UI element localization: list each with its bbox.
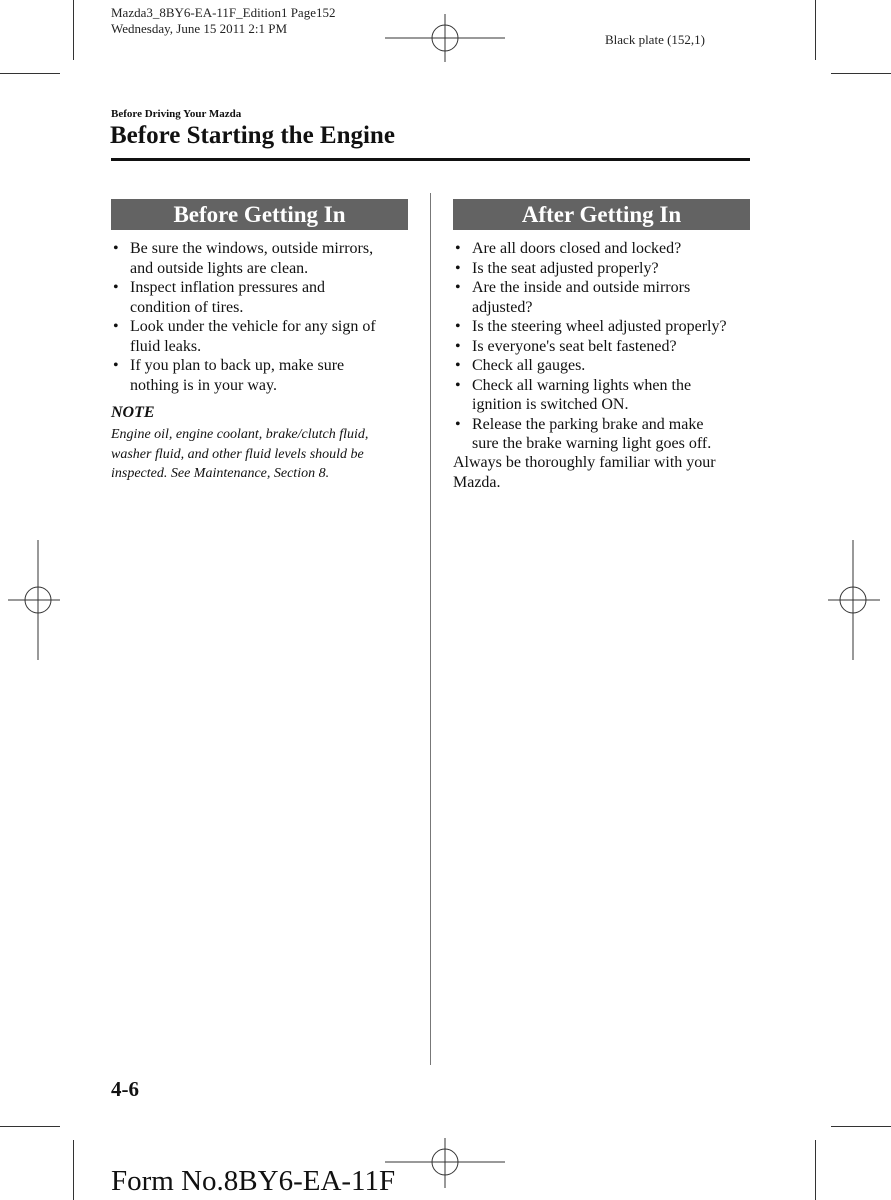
bullet-icon: • xyxy=(113,279,119,296)
form-number: Form No.8BY6-EA-11F xyxy=(111,1165,396,1197)
note-text xyxy=(111,425,411,484)
crop-mark xyxy=(73,0,74,60)
crop-mark xyxy=(831,73,891,74)
list-item-line: Release the parking brake and make xyxy=(472,415,704,433)
list-item-line: Look under the vehicle for any sign of xyxy=(130,318,376,335)
list-item-line: If you plan to back up, make sure xyxy=(130,357,345,374)
closing-paragraph xyxy=(453,453,753,492)
list-item-line: Is the steering wheel adjusted properly? xyxy=(472,318,727,335)
list-item xyxy=(453,317,763,337)
bullet-icon: • xyxy=(455,279,461,296)
crop-mark xyxy=(73,1140,74,1200)
bullet-icon: • xyxy=(455,259,461,277)
page-title: Before Starting the Engine xyxy=(110,122,395,149)
note-line: washer fluid, and other fluid levels should be xyxy=(111,446,364,462)
list-item xyxy=(453,239,763,259)
list-item-line: sure the brake warning light goes off. xyxy=(472,435,712,452)
list-item-line: Check all gauges. xyxy=(472,357,586,374)
bullet-icon: • xyxy=(455,376,461,394)
before-getting-in-banner: Before Getting In xyxy=(111,199,408,230)
closing-line: Always be thoroughly familiar with your xyxy=(453,454,716,471)
list-item xyxy=(453,356,763,376)
list-item-line: Inspect inflation pressures and xyxy=(130,279,326,296)
note-heading: NOTE xyxy=(111,404,155,421)
after-getting-in-banner: After Getting In xyxy=(453,199,750,230)
bullet-icon: • xyxy=(113,240,119,257)
list-item xyxy=(111,278,411,317)
crosshair-circle-icon xyxy=(385,1138,505,1200)
bullet-icon: • xyxy=(455,240,461,257)
list-item xyxy=(453,278,763,317)
list-item-line: Are all doors closed and locked? xyxy=(472,240,682,257)
crop-mark xyxy=(0,1126,60,1127)
list-item-line: adjusted? xyxy=(472,298,533,316)
note-line: inspected. See Maintenance, Section 8. xyxy=(111,466,330,481)
print-slug xyxy=(111,5,335,37)
bullet-icon: • xyxy=(455,337,461,355)
list-item-line: Are the inside and outside mirrors xyxy=(472,279,691,296)
list-item-line: condition of tires. xyxy=(130,298,244,316)
crop-mark xyxy=(831,1126,891,1127)
list-item-line: ignition is switched ON. xyxy=(472,396,629,413)
list-item xyxy=(111,239,411,278)
crop-mark xyxy=(0,73,60,74)
print-slug-file: Mazda3_8BY6-EA-11F_Edition1 Page152 xyxy=(111,5,336,20)
list-item-line: Is the seat adjusted properly? xyxy=(472,259,659,277)
list-item-line: Check all warning lights when the xyxy=(472,376,692,394)
list-item xyxy=(453,337,763,357)
list-item-line: Be sure the windows, outside mirrors, xyxy=(130,240,374,257)
list-item xyxy=(453,259,763,279)
crosshair-circle-icon xyxy=(823,540,883,660)
column-divider xyxy=(430,193,431,1065)
closing-line: Mazda. xyxy=(453,473,501,491)
crosshair-circle-icon xyxy=(385,0,505,80)
page-number: 4-6 xyxy=(111,1077,139,1101)
bullet-icon: • xyxy=(113,318,119,335)
list-item xyxy=(453,376,763,415)
plate-label: Black plate (152,1) xyxy=(605,32,705,47)
section-label: Before Driving Your Mazda xyxy=(111,108,242,120)
list-item-line: fluid leaks. xyxy=(130,337,202,355)
list-item-line: nothing is in your way. xyxy=(130,376,277,394)
bullet-icon: • xyxy=(455,415,461,433)
title-rule xyxy=(111,158,750,161)
list-item xyxy=(111,317,411,356)
bullet-icon: • xyxy=(113,357,119,374)
bullet-icon: • xyxy=(455,357,461,374)
list-item-line: and outside lights are clean. xyxy=(130,259,309,277)
list-item-line: Is everyone's seat belt fastened? xyxy=(472,337,677,355)
list-item xyxy=(111,356,411,395)
print-slug-date: Wednesday, June 15 2011 2:1 PM xyxy=(111,21,288,36)
bullet-icon: • xyxy=(455,318,461,335)
list-item xyxy=(453,415,763,454)
before-getting-in-list xyxy=(111,239,411,395)
crop-mark xyxy=(815,1140,816,1200)
crosshair-circle-icon xyxy=(5,540,65,660)
after-getting-in-list xyxy=(453,239,763,454)
note-line: Engine oil, engine coolant, brake/clutch fluid, xyxy=(111,427,369,442)
crop-mark xyxy=(815,0,816,60)
